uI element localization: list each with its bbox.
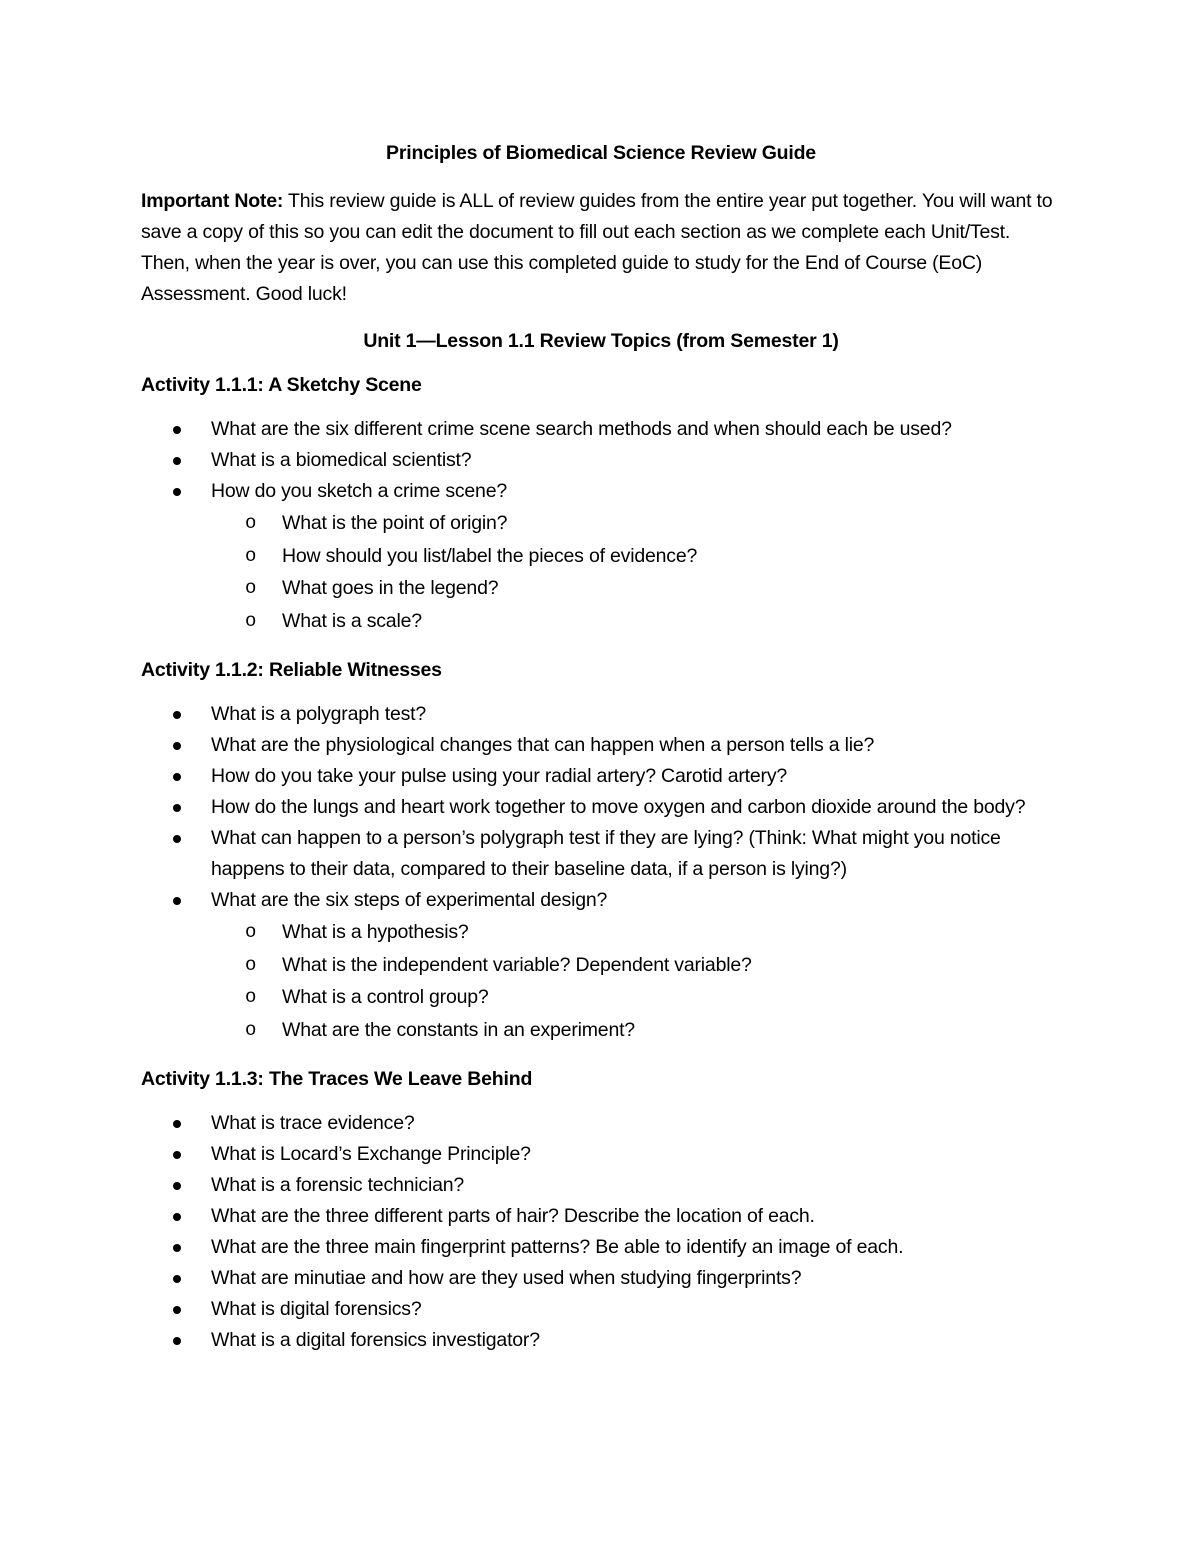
question-text: How do you sketch a crime scene? (211, 480, 507, 502)
question-item (141, 730, 1061, 761)
sub-question-item (211, 507, 1061, 540)
sub-question-text: What are the constants in an experiment? (282, 1018, 635, 1041)
sub-question-item (211, 572, 1061, 605)
bullet-icon (173, 457, 181, 465)
bullet-icon (173, 1213, 181, 1221)
bullet-icon (173, 1151, 181, 1159)
question-item (141, 1325, 1061, 1356)
question-item (141, 1201, 1061, 1232)
sub-question-text: What is the independent variable? Dependent variable? (282, 953, 752, 976)
question-item (141, 1232, 1061, 1263)
question-item (141, 1108, 1061, 1139)
bullet-icon (173, 897, 181, 905)
hollow-bullet-icon: o (245, 953, 257, 976)
question-item (141, 1263, 1061, 1294)
sub-question-text: What goes in the legend? (282, 577, 499, 599)
activities-container (141, 370, 1061, 1356)
question-text: What is a polygraph test? (211, 703, 427, 725)
sub-question-text: What is the point of origin? (282, 512, 508, 534)
question-text: What is a biomedical scientist? (211, 449, 472, 471)
sub-question-list (211, 507, 1061, 637)
question-list (141, 1108, 1061, 1356)
sub-question-item (211, 949, 1061, 982)
question-item (141, 1139, 1061, 1170)
bullet-icon (173, 1337, 181, 1345)
bullet-icon (173, 426, 181, 434)
question-item (141, 823, 1061, 885)
sub-question-text: What is a control group? (282, 986, 489, 1008)
bullet-icon (173, 711, 181, 719)
activity-heading: Activity 1.1.1: A Sketchy Scene (141, 374, 422, 396)
question-text: What is digital forensics? (211, 1298, 422, 1320)
question-text: What is trace evidence? (211, 1112, 415, 1134)
bullet-icon (173, 1182, 181, 1190)
activity-heading: Activity 1.1.2: Reliable Witnesses (141, 659, 442, 681)
question-text: What are the physiological changes that can happen when a person tells a lie? (211, 734, 875, 756)
question-text: What are the three different parts of hair? Describe the location of each. (211, 1205, 815, 1227)
question-item (141, 699, 1061, 730)
important-note-label: Important Note: (141, 190, 284, 212)
hollow-bullet-icon: o (245, 609, 257, 632)
question-text: What is a digital forensics investigator? (211, 1329, 540, 1351)
hollow-bullet-icon: o (245, 577, 257, 599)
important-note-text: This review guide is ALL of review guides from the entire year put together. You will want to save a copy of this so you can edit the document to fill out each section as we complete each Unit/Test. Then, when the year is over, you can use this completed guide to study for the End of Course (EoC) Assessment. Good luck! (141, 190, 1053, 305)
question-item (141, 885, 1061, 1046)
hollow-bullet-icon: o (245, 921, 257, 943)
question-item (141, 1170, 1061, 1201)
document-title: Principles of Biomedical Science Review Guide (386, 142, 816, 164)
sub-question-list (211, 916, 1061, 1046)
activity-heading: Activity 1.1.3: The Traces We Leave Behind (141, 1068, 533, 1090)
sub-question-item (211, 1014, 1061, 1047)
bullet-icon (173, 742, 181, 750)
question-text: How do the lungs and heart work together to move oxygen and carbon dioxide around the body? (211, 796, 1026, 818)
question-text: What are the six different crime scene search methods and when should each be used? (211, 418, 952, 440)
question-item (141, 761, 1061, 792)
question-text: What are minutiae and how are they used when studying fingerprints? (211, 1267, 802, 1289)
bullet-icon (173, 1120, 181, 1128)
bullet-icon (173, 1244, 181, 1252)
sub-question-text: How should you list/label the pieces of evidence? (282, 544, 698, 567)
unit-heading: Unit 1—Lesson 1.1 Review Topics (from Semester 1) (363, 330, 839, 352)
bullet-icon (173, 835, 181, 843)
bullet-icon (173, 1275, 181, 1283)
hollow-bullet-icon: o (245, 512, 257, 534)
important-note (141, 186, 1061, 310)
question-item (141, 792, 1061, 823)
question-text: What is a forensic technician? (211, 1174, 465, 1196)
sub-question-text: What is a hypothesis? (282, 921, 469, 943)
sub-question-item (211, 981, 1061, 1014)
question-item (141, 414, 1061, 445)
hollow-bullet-icon: o (245, 986, 257, 1008)
document-page (141, 138, 1061, 1374)
bullet-icon (173, 1306, 181, 1314)
hollow-bullet-icon: o (245, 1018, 257, 1041)
question-list (141, 699, 1061, 1046)
question-item (141, 445, 1061, 476)
question-list (141, 414, 1061, 637)
hollow-bullet-icon: o (245, 544, 257, 567)
bullet-icon (173, 488, 181, 496)
question-text: How do you take your pulse using your radial artery? Carotid artery? (211, 765, 788, 787)
sub-question-item (211, 540, 1061, 573)
sub-question-item (211, 916, 1061, 949)
bullet-icon (173, 773, 181, 781)
sub-question-item (211, 605, 1061, 638)
question-text: What is Locard’s Exchange Principle? (211, 1143, 531, 1165)
question-item (141, 476, 1061, 637)
question-item (141, 1294, 1061, 1325)
question-text: What are the three main fingerprint patterns? Be able to identify an image of each. (211, 1236, 904, 1258)
bullet-icon (173, 804, 181, 812)
question-text: What are the six steps of experimental design? (211, 889, 608, 911)
question-text: What can happen to a person’s polygraph test if they are lying? (Think: What might you notice happens to their data, compared to their baseline data, if a person is lying?) (211, 827, 1001, 880)
sub-question-text: What is a scale? (282, 609, 422, 632)
